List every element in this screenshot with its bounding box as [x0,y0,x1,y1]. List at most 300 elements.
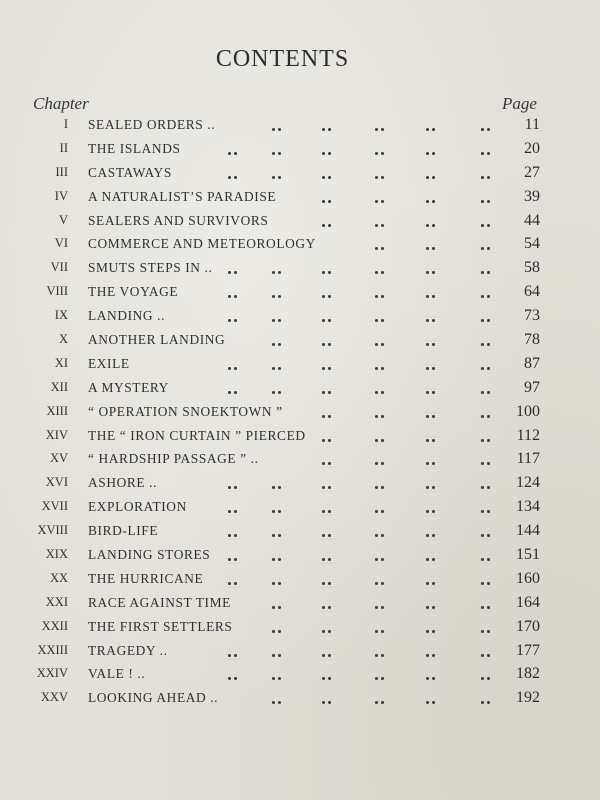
leader-dot [481,510,484,513]
page-number: 11 [524,116,540,133]
toc-row [0,568,600,592]
toc-row [0,210,600,234]
leader-dot [328,343,331,346]
leader-dot [328,152,331,155]
leader-dot [375,677,378,680]
contents-title: CONTENTS [215,46,350,72]
leader-dot [487,439,490,442]
leader-dot [328,439,331,442]
leader-dot [375,582,378,585]
leader-dot [481,319,484,322]
toc-row [0,687,600,711]
leader-dot [322,439,325,442]
leader-dot [426,176,429,179]
leader-dot [432,343,435,346]
chapter-number: VII [50,260,68,275]
leader-dot [228,486,231,489]
leader-dot [278,606,281,609]
toc-row [0,401,600,425]
leader-dot [322,486,325,489]
leader-dot [278,152,281,155]
leader-dot [278,271,281,274]
leader-dot [432,654,435,657]
leader-dot [432,176,435,179]
leader-dot [487,582,490,585]
leader-dot [381,391,384,394]
chapter-title: COMMERCE AND METEOROLOGY [88,236,316,252]
chapter-title: SMUTS STEPS IN .. [88,260,213,276]
chapter-title: ASHORE .. [88,475,158,491]
leader-dot [381,200,384,203]
leader-dot [432,271,435,274]
page-number: 192 [516,689,540,707]
leader-dot [426,128,429,131]
leader-dot [278,534,281,537]
leader-dot [481,677,484,680]
chapter-number: XVII [41,499,68,514]
leader-dot [381,701,384,704]
leader-dot [234,654,237,657]
leader-dot [481,152,484,155]
leader-dot [487,462,490,465]
chapter-number: XXI [45,594,68,609]
leader-dot [322,606,325,609]
leader-dot [432,295,435,298]
page-number: 20 [524,139,540,157]
leader-dot [322,295,325,298]
leader-dot [381,462,384,465]
leader-dot [375,152,378,155]
leader-dot [381,486,384,489]
leader-dot [487,200,490,203]
leader-dot [432,319,435,322]
leader-dot [381,152,384,155]
toc-row [0,377,600,401]
leader-dot [426,582,429,585]
leader-dot [278,630,281,633]
leader-dot [481,415,484,418]
leader-dot [234,152,237,155]
leader-dot [322,200,325,203]
leader-dot [375,534,378,537]
leader-dot [381,128,384,131]
leader-dot [272,510,275,513]
page-number: 144 [516,522,540,540]
chapter-number: XII [50,379,68,394]
leader-dot [432,534,435,537]
toc-row [0,329,600,353]
chapter-number: XXIV [36,666,68,681]
leader-dot [328,534,331,537]
leader-dot [328,630,331,633]
leader-dot [381,295,384,298]
leader-dot [322,415,325,418]
leader-dot [487,510,490,513]
chapter-title: A NATURALIST’S PARADISE [88,188,277,204]
leader-dot [272,152,275,155]
leader-dot [375,128,378,131]
leader-dot [272,630,275,633]
page-number: 112 [516,426,540,444]
leader-dot [381,654,384,657]
page-number: 78 [524,331,540,349]
leader-dot [322,319,325,322]
leader-dot [426,415,429,418]
page-number: 177 [516,641,540,659]
leader-dot [234,271,237,274]
leader-dot [381,439,384,442]
leader-dot [487,295,490,298]
leader-dot [278,582,281,585]
page-column-header: Page [502,94,537,113]
leader-dot [487,486,490,489]
leader-dot [375,224,378,227]
leader-dot [322,701,325,704]
leader-dot [426,701,429,704]
chapter-number: IV [54,188,68,203]
leader-dot [487,415,490,418]
leader-dot [381,534,384,537]
leader-dot [375,367,378,370]
chapter-number: V [58,212,68,227]
leader-dot [278,486,281,489]
leader-dot [432,510,435,513]
page-number: 170 [516,617,540,635]
toc-row [0,233,600,257]
page-number: 54 [524,235,540,253]
leader-dot [322,510,325,513]
leader-dot [272,558,275,561]
leader-dot [278,128,281,131]
leader-dot [272,128,275,131]
chapter-title: EXPLORATION [88,499,187,515]
leader-dot [272,677,275,680]
page-number: 100 [516,402,540,420]
leader-dot [234,558,237,561]
page-number: 39 [524,187,540,205]
leader-dot [426,152,429,155]
page-number: 97 [524,378,540,396]
page-number: 44 [524,211,540,229]
chapter-title: VALE ! .. [88,666,146,682]
leader-dot [487,152,490,155]
chapter-title: TRAGEDY .. [88,642,168,658]
leader-dot [432,439,435,442]
leader-dot [322,391,325,394]
page-number: 134 [516,498,540,516]
leader-dot [432,152,435,155]
leader-dot [432,224,435,227]
leader-dot [481,271,484,274]
page-number: 58 [524,259,540,277]
leader-dot [228,319,231,322]
toc-row [0,448,600,472]
leader-dot [381,343,384,346]
leader-dot [322,654,325,657]
leader-dot [328,200,331,203]
leader-dot [481,224,484,227]
toc-row [0,592,600,616]
leader-dot [278,654,281,657]
leader-dot [432,367,435,370]
page-number: 87 [524,354,540,372]
leader-dot [481,247,484,250]
leader-dot [481,701,484,704]
leader-dot [322,677,325,680]
leader-dot [487,606,490,609]
leader-dot [481,486,484,489]
page-number: 124 [516,474,540,492]
leader-dot [487,319,490,322]
leader-dot [322,558,325,561]
leader-dot [322,271,325,274]
leader-dot [234,367,237,370]
table-of-contents [0,114,600,711]
chapter-number: XV [49,451,68,466]
leader-dot [328,654,331,657]
leader-dot [375,439,378,442]
leader-dot [481,630,484,633]
chapter-title: CASTAWAYS [88,164,172,180]
chapter-number: VI [54,236,68,251]
leader-dot [432,701,435,704]
chapter-title: SEALERS AND SURVIVORS [88,212,269,228]
leader-dot [481,200,484,203]
leader-dot [375,415,378,418]
leader-dot [487,534,490,537]
leader-dot [381,582,384,585]
chapter-number: XIV [45,427,68,442]
leader-dot [381,415,384,418]
leader-dot [487,391,490,394]
chapter-title: THE “ IRON CURTAIN ” PIERCED [88,427,306,443]
leader-dot [328,582,331,585]
page-number: 160 [516,569,540,587]
leader-dot [234,677,237,680]
leader-dot [375,606,378,609]
chapter-title: THE ISLANDS [88,140,181,156]
leader-dot [328,677,331,680]
chapter-number: XXV [40,690,68,705]
leader-dot [272,176,275,179]
leader-dot [228,534,231,537]
leader-dot [272,534,275,537]
leader-dot [228,176,231,179]
leader-dot [228,654,231,657]
leader-dot [322,582,325,585]
leader-dot [328,128,331,131]
leader-dot [272,295,275,298]
chapter-title: A MYSTERY [88,379,169,395]
leader-dot [328,391,331,394]
leader-dot [272,606,275,609]
leader-dot [322,367,325,370]
leader-dot [375,510,378,513]
chapter-title: “ HARDSHIP PASSAGE ” .. [88,451,259,467]
chapter-number: X [58,332,68,347]
leader-dot [426,391,429,394]
leader-dot [426,677,429,680]
leader-dot [487,224,490,227]
leader-dot [426,558,429,561]
chapter-number: IX [54,308,68,323]
page-number: 151 [516,546,540,564]
chapter-title: SEALED ORDERS .. [88,117,216,132]
page-number: 64 [524,283,540,301]
leader-dot [228,677,231,680]
leader-dot [432,486,435,489]
toc-row [0,616,600,640]
page-number: 27 [524,163,540,181]
leader-dot [432,200,435,203]
leader-dot [481,439,484,442]
leader-dot [381,271,384,274]
leader-dot [272,367,275,370]
chapter-number: II [59,140,68,155]
leader-dot [432,128,435,131]
toc-row [0,281,600,305]
leader-dot [328,415,331,418]
leader-dot [481,606,484,609]
leader-dot [481,582,484,585]
leader-dot [426,271,429,274]
leader-dot [278,367,281,370]
leader-dot [481,654,484,657]
toc-row [0,162,600,186]
leader-dot [432,677,435,680]
leader-dot [322,534,325,537]
leader-dot [322,343,325,346]
leader-dot [481,534,484,537]
leader-dot [426,486,429,489]
chapter-title: THE HURRICANE [88,570,204,586]
toc-row [0,663,600,687]
leader-dot [322,176,325,179]
leader-dot [426,319,429,322]
leader-dot [375,295,378,298]
leader-dot [375,701,378,704]
leader-dot [278,510,281,513]
leader-dot [481,343,484,346]
leader-dot [381,510,384,513]
leader-dot [278,677,281,680]
leader-dot [328,224,331,227]
chapter-title: ANOTHER LANDING [88,332,226,348]
leader-dot [272,701,275,704]
leader-dot [328,486,331,489]
leader-dot [381,224,384,227]
toc-row [0,640,600,664]
leader-dot [432,558,435,561]
leader-dot [328,701,331,704]
leader-dot [426,343,429,346]
leader-dot [375,343,378,346]
leader-dot [272,391,275,394]
leader-dot [487,128,490,131]
chapter-number: XI [54,355,68,370]
leader-dot [328,271,331,274]
chapter-number: XXIII [37,642,68,657]
leader-dot [426,510,429,513]
leader-dot [322,462,325,465]
toc-row [0,114,600,138]
leader-dot [481,128,484,131]
leader-dot [381,319,384,322]
leader-dot [481,462,484,465]
leader-dot [481,295,484,298]
leader-dot [432,630,435,633]
leader-dot [228,391,231,394]
leader-dot [426,367,429,370]
leader-dot [278,295,281,298]
leader-dot [432,415,435,418]
leader-dot [381,630,384,633]
leader-dot [228,367,231,370]
leader-dot [272,343,275,346]
chapter-title: LANDING .. [88,308,166,324]
leader-dot [228,271,231,274]
leader-dot [432,391,435,394]
leader-dot [426,630,429,633]
chapter-title: THE VOYAGE [88,284,179,300]
leader-dot [487,343,490,346]
leader-dot [234,534,237,537]
leader-dot [278,701,281,704]
leader-dot [375,486,378,489]
toc-row [0,353,600,377]
leader-dot [426,462,429,465]
leader-dot [487,271,490,274]
leader-dot [487,367,490,370]
leader-dot [426,439,429,442]
leader-dot [234,486,237,489]
leader-dot [375,319,378,322]
leader-dot [432,582,435,585]
leader-dot [272,486,275,489]
chapter-title: THE FIRST SETTLERS [88,618,233,634]
leader-dot [234,176,237,179]
leader-dot [481,367,484,370]
leader-dot [487,677,490,680]
toc-row [0,496,600,520]
leader-dot [272,319,275,322]
leader-dot [426,224,429,227]
leader-dot [234,510,237,513]
chapter-title: LANDING STORES [88,547,211,563]
leader-dot [381,558,384,561]
leader-dot [375,176,378,179]
chapter-title: RACE AGAINST TIME [88,594,231,610]
leader-dot [487,701,490,704]
toc-row [0,186,600,210]
leader-dot [234,319,237,322]
leader-dot [322,630,325,633]
leader-dot [322,128,325,131]
chapter-column-header: Chapter [33,94,89,113]
chapter-title: LOOKING AHEAD .. [88,690,219,706]
chapter-title: BIRD-LIFE [88,523,159,539]
leader-dot [328,295,331,298]
leader-dot [426,200,429,203]
leader-dot [487,558,490,561]
leader-dot [487,630,490,633]
leader-dot [432,247,435,250]
leader-dot [228,558,231,561]
leader-dot [381,606,384,609]
leader-dot [375,200,378,203]
leader-dot [278,319,281,322]
leader-dot [375,391,378,394]
